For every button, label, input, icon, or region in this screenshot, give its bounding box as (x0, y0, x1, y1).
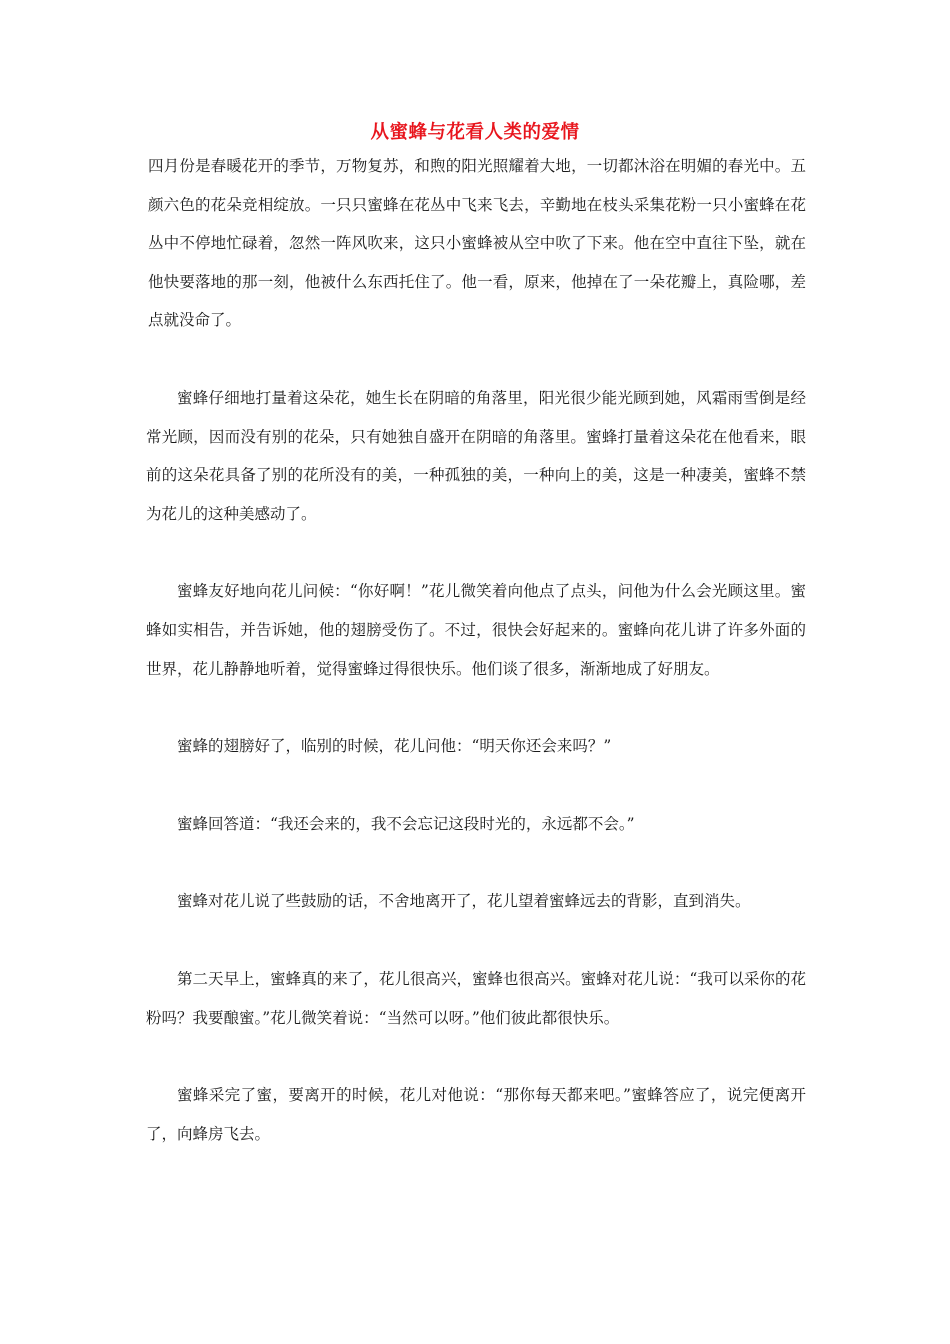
paragraph-line: 第二天早上，蜜蜂真的来了，花儿很高兴，蜜蜂也很高兴。蜜蜂对花儿说：“我可以 (177, 969, 744, 988)
paragraph-line: 蜜蜂仔细地打量着这朵花，她生长在阴暗的角落里，阳光很少能光顾到她，风霜雨雪 (177, 388, 760, 407)
paragraph-line: 在空中直往下坠，就在他快要落地的那一刻，他被什么东西托住了。他一看，原来，他掉 (148, 234, 806, 291)
paragraph-line: 四月份是春暖花开的季节，万物复苏，和煦的阳光照耀着大地，一切都沐浴在明媚的春 (148, 157, 744, 175)
document-body (146, 147, 806, 1153)
paragraph-line: 一只小蜜蜂在花丛中不停地忙碌着，忽然一阵风吹来，这只小蜜蜂被从空中吹了下来。他 (148, 195, 806, 253)
paragraph-5 (146, 805, 806, 844)
paragraph-line: 蜜蜂的翅膀好了，临别的时候，花儿问他：“明天你还会来吗？” (177, 737, 612, 756)
paragraph-line: 在他看来，眼前的这朵花具备了别的花所没有的美，一种孤独的美，一种向上的美，这是 (146, 427, 806, 485)
paragraph-3 (146, 572, 806, 688)
paragraph-7 (146, 960, 806, 1037)
paragraph-4 (146, 727, 806, 766)
paragraph-gap (146, 766, 806, 805)
paragraph-8 (146, 1076, 806, 1153)
paragraph-gap (146, 533, 806, 572)
paragraph-line: 在了一朵花瓣上，真险哪，差点就没命了。 (148, 272, 806, 330)
paragraph-line: 一种凄美，蜜蜂不禁为花儿的这种美感动了。 (146, 466, 806, 523)
paragraph-line: 蜜蜂对花儿说了些鼓励的话，不舍地离开了，花儿望着蜜蜂远去的背影，直到消失。 (177, 892, 751, 911)
paragraph-line: 倒是经常光顾，因而没有别的花朵，只有她独自盛开在阴暗的角落里。蜜蜂打量着这朵花 (146, 388, 806, 446)
paragraph-line: 蜜蜂友好地向花儿问候：“你好啊！”花儿微笑着向他点了点头，问他为什么会光顾 (177, 582, 744, 601)
paragraph-line: 了好朋友。 (642, 659, 720, 678)
paragraph-6 (146, 882, 806, 921)
paragraph-2 (146, 379, 806, 533)
paragraph-line: 这里。蜜蜂如实相告，并告诉她，他的翅膀受伤了。不过，很快会好起来的。蜜蜂向花儿 (146, 582, 806, 639)
paragraph-line: 采你的花粉吗？我要酿蜜。”花儿微笑着说：“当然可以呀。”他们彼此都很快乐。 (146, 969, 806, 1027)
paragraph-line: 光中。五颜六色的花朵竞相绽放。一只只蜜蜂在花丛中飞来飞去，辛勤地在枝头采集花粉 (148, 157, 806, 214)
paragraph-line: 讲了许多外面的世界，花儿静静地听着，觉得蜜蜂过得很快乐。他们谈了很多，渐渐地成 (146, 620, 806, 678)
document-title: 从蜜蜂与花看人类的爱情 (370, 122, 580, 143)
paragraph-gap (146, 921, 806, 960)
paragraph-gap (146, 1037, 806, 1076)
paragraph-line: 蜜蜂回答道：“我还会来的，我不会忘记这段时光的，永远都不会。” (177, 814, 635, 833)
paragraph-1 (146, 147, 806, 340)
paragraph-line: 完便离开了，向蜂房飞去。 (146, 1086, 806, 1143)
paragraph-gap (146, 340, 806, 379)
paragraph-gap (146, 843, 806, 882)
paragraph-gap (146, 688, 806, 727)
paragraph-line: 蜜蜂采完了蜜，要离开的时候，花儿对他说：“那你每天都来吧。”蜜蜂答应了，说 (177, 1086, 743, 1105)
